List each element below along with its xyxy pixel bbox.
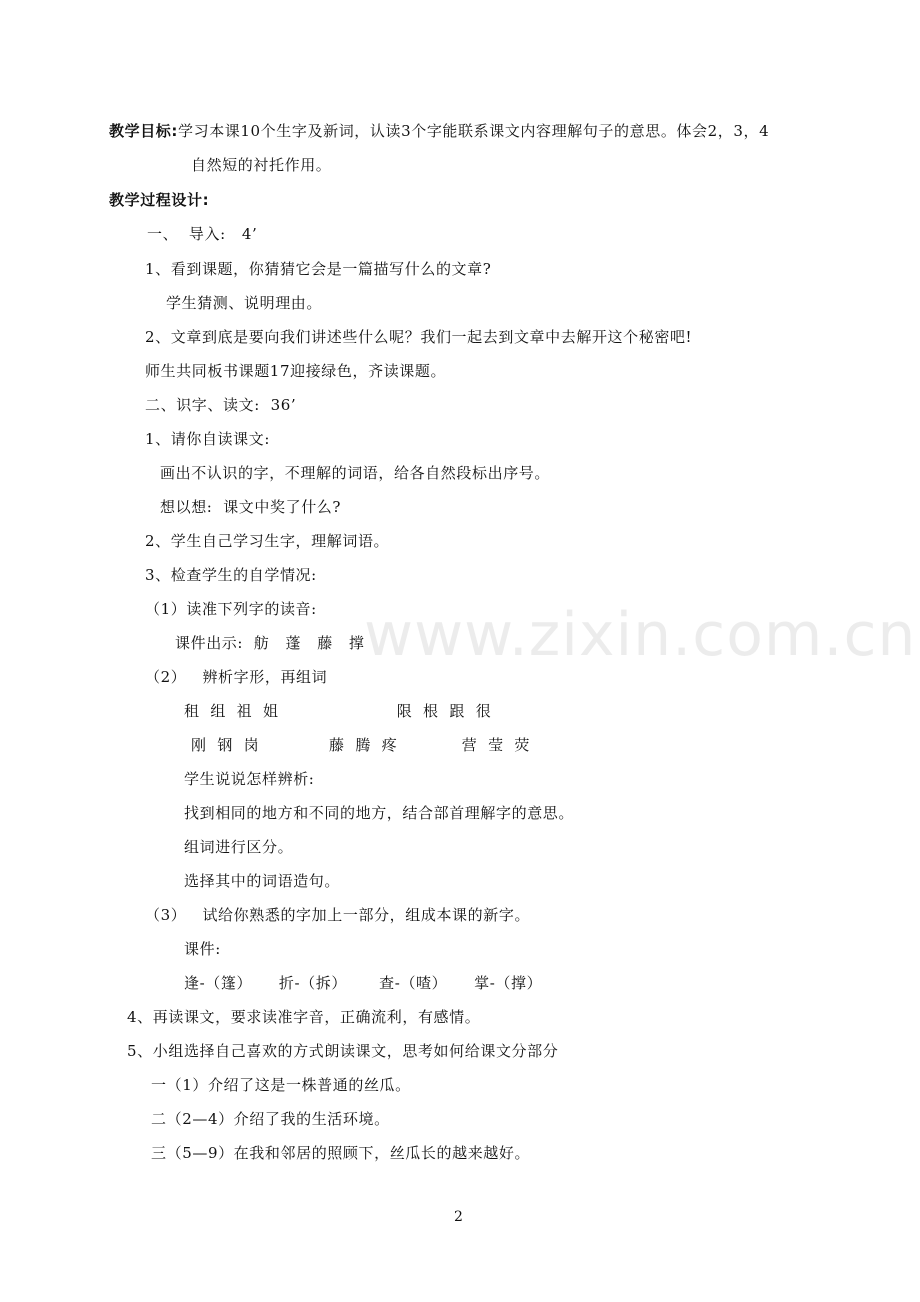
body-line: 2、学生自己学习生字，理解词语。 xyxy=(145,532,390,550)
body-line: 5、小组选择自己喜欢的方式朗读课文，思考如何给课文分部分 xyxy=(127,1042,559,1060)
body-line: 1、请你自读课文: xyxy=(145,430,270,448)
body-line: （2） 辨析字形，再组词 xyxy=(145,668,328,686)
char-group-line: 租 组 祖 姐 限 根 跟 很 xyxy=(184,702,492,720)
body-line: 找到相同的地方和不同的地方，结合部首理解字的意思。 xyxy=(184,804,575,822)
watermark: www.zixin.com.cn xyxy=(364,600,917,670)
body-line: 画出不认识的字，不理解的词语，给各自然段标出序号。 xyxy=(160,464,551,482)
body-line: 选择其中的词语造句。 xyxy=(184,872,341,890)
body-line: 2、文章到底是要向我们讲述些什么呢？我们一起去到文章中去解开这个秘密吧! xyxy=(145,328,693,346)
body-line: 师生共同板书课题17迎接绿色，齐读课题。 xyxy=(145,362,447,380)
body-line: （3） 试给你熟悉的字加上一部分，组成本课的新字。 xyxy=(145,906,531,924)
body-line: 学生猜测、说明理由。 xyxy=(166,294,323,312)
body-line: 组词进行区分。 xyxy=(184,838,294,856)
body-line: （1）读准下列字的读音: xyxy=(145,600,317,618)
body-line: 想以想: 课文中奖了什么? xyxy=(160,498,342,516)
body-line: 二（2—4）介绍了我的生活环境。 xyxy=(151,1110,390,1128)
objectives-line xyxy=(109,121,769,141)
body-line: 学生说说怎样辨析: xyxy=(184,770,315,788)
body-line: 三（5—9）在我和邻居的照顾下，丝瓜长的越来越好。 xyxy=(151,1144,531,1162)
objectives-text: 学习本课10个生字及新词，认读3个字能联系课文内容理解句子的意思。体会2，3，4 xyxy=(178,122,770,140)
body-line: 1、看到课题，你猜猜它会是一篇描写什么的文章? xyxy=(145,260,492,278)
section-reading-heading: 二、识字、读文: 36’ xyxy=(145,396,297,414)
objectives-continuation: 自然短的衬托作用。 xyxy=(191,156,332,174)
process-heading: 教学过程设计: xyxy=(109,191,210,209)
char-group-line: 逢-（篷） 折-（拆） 查-（喳） 掌-（撑） xyxy=(184,974,543,992)
body-line: 3、检查学生的自学情况: xyxy=(145,566,317,584)
body-line: 课件: xyxy=(184,940,221,958)
body-line: 一（1）介绍了这是一株普通的丝瓜。 xyxy=(151,1076,411,1094)
char-group-line: 刚 钢 岗 藤 腾 疼 营 莹 荧 xyxy=(191,736,531,754)
body-line: 课件出示: 舫 蓬 藤 撑 xyxy=(175,634,365,652)
body-line: 4、再读课文，要求读准字音，正确流利，有感情。 xyxy=(127,1008,481,1026)
section-import-heading: 一、 导入: 4’ xyxy=(147,225,258,243)
page-number: 2 xyxy=(454,1209,463,1225)
objectives-label: 教学目标: xyxy=(109,122,178,140)
